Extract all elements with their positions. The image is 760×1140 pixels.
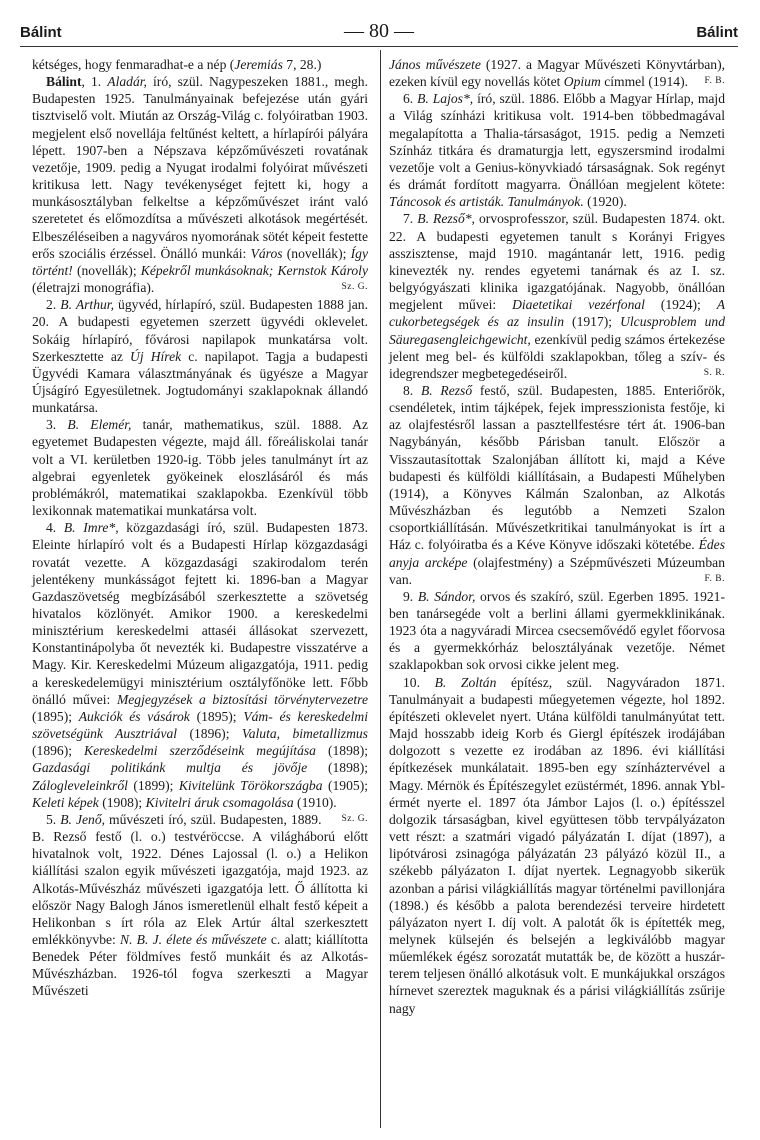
body-text: (1896);	[32, 743, 85, 759]
italic-text: Új Hírek	[130, 348, 182, 364]
body-text: író, szül. Nagypeszeken 1881., megh. Budapesten 1925. Tanulmányainak befejezése után gyári tisztviselő volt. Miután az Ország-Világ c. folyóiratban 1903. megjelent első novellája feltűnést keltett, a hírlapírói pályára lépett. 1907-ben a Népszava képzőművészeti rovatának vezetője, 1909. pedig a Nyugat irodalmi folyóirat művészeti kritikusa lett. Nagy tevékenységet fejtett ki, hogy a munkásosztályban felkeltse a képzőművészet iránt való szeretetet és előmozdítsa a művészeti alkotások megértését. Elbeszéléseiben a nagyváros nyomorának sötét képeit festette erős szociális érzéssel. Önálló munkái:	[32, 74, 368, 261]
body-text: művészeti író, szül. Budapesten, 1889. B. Rezső festő (l. o.) testvéröccse. A világháború előtt hivatalnok volt, 1922. Dénes Lajossal (l. o.) a Helikon kiállítási szalon egyik művészeti igazgatója, majd 1923. az Alkotás-Művészház művészeti igazgatója lett. Ő állította ki először Nagy Balogh János ismeretlenül elhalt festő képeit a Helikonban s írt róla az Elek Artúr által szerkesztett emlékkönyvbe:	[32, 811, 368, 947]
italic-text: Aukciók és vásárok	[78, 708, 190, 724]
body-text: (olajfestmény) a Szépművészeti Múzeumban van.	[389, 554, 725, 587]
body-text: közgazdasági író, szül. Budapesten 1873. Eleinte hírlapíró volt és a Budapesti Hírlap közgazdasági rovatát vezette. A közgazdasági szakirodalom terén jelentékeny munkásságot fejtett ki. 1896-ban a Magyar Gazdaszövetség megbízásából szerkesztette a szövetség hivatalos közlönyét. Amikor 1900. a kereskedelmi minisztérium kereskedelmi attaséi állásokat szervezett, Konstantinápolyba őt nevezték ki. Budapestre visszatérve a Magy. Kir. Kereskedelmi Múzeum aligazgatója, 1911. pedig a kereskedelemügyi minisztérium osztályfőnöke lett. Főbb önálló művei:	[32, 520, 368, 707]
entry-paragraph	[32, 56, 368, 73]
author-signature: F. B.	[704, 573, 725, 584]
italic-text: Így történt!	[32, 245, 368, 278]
header-right-running-head: Bálint	[696, 24, 738, 41]
body-text: (1905);	[322, 777, 368, 793]
entry-paragraph	[32, 416, 368, 519]
italic-text: Ulcusproblem und Säuregasengleichgewicht,	[389, 314, 725, 347]
column-divider	[380, 50, 381, 1128]
body-text: (1895);	[32, 708, 79, 724]
page-header	[20, 20, 738, 48]
italic-text: B. Elemér,	[67, 417, 132, 433]
body-text: építész, szül. Nagyváradon 1871. Tanulmányait a budapesti műegyetemen végezte, hol 1892. építészeti oklevelet nyert. Utána külföldi tanulmányútat tett. Majd hosszabb ideig Korb és Giergl építészek irodájában dolgozott s vezette ez irodában az 1896. évi kiállítási építkezések munkálatait. 1895-ben egy színháztervével a Magy. Mérnök és Építészegylet ezüstérmét, 1896. annak Ybl-érmét nyerte el. 1897 óta Jámbor Lajos (l. o.) építésszel dolgozik társaságban, kivel együttesen több tervpályázaton vett részt: a szatmári vigadó pályázatán I. díjat (1897), a lipótvárosi zsinagóga pályázatán 23 pályázó közül II., a székebb pályázaton I. díjat nyertek. Legnagyobb sikerük azonban a párisi világkiállítás magyar történelmi pavillonjára (1898.) és később a palota berendezési terveire hirdetett pályázaton nyert I. díj volt. A palotát ők is építették meg, melynek külsején és belsején a legkiválóbb magyar műemlékek égész sorozatát mutatták be, de között a huszár-terem teljesen önálló alkotásuk volt. E munkájukkal országos hírnevet szereztek maguknak és a párisi világkiállítás zsűrije nagy	[389, 674, 726, 1016]
italic-text: János művészete	[389, 57, 481, 72]
body-text: (1927. a Magyar Művészeti Könyvtárban), ezeken kívül egy novellás kötet	[389, 57, 725, 90]
author-signature: F. B.	[704, 76, 725, 87]
body-text: (1910).	[293, 794, 337, 810]
body-text: (1899);	[127, 777, 179, 793]
left-column	[32, 56, 368, 1000]
header-rule	[20, 46, 738, 47]
italic-text: Édes anyja arcképe	[389, 537, 725, 570]
italic-text: Táncosok és artisták. Tanulmányok.	[389, 194, 584, 210]
italic-text: A cukorbetegségek és az insulin	[389, 297, 725, 330]
body-text: (1920).	[583, 194, 627, 210]
italic-text: B. Jenő,	[60, 811, 106, 827]
body-text: (1917);	[564, 314, 621, 330]
italic-text: Jeremiás	[234, 57, 283, 72]
body-text: c. napilapot. Tagja a budapesti Ügyvédi Kamara választmányának és ügyésze a Magyar Újságíró Egyesületnek. Jogtudományi szaklapoknak állandó munkatársa.	[32, 348, 368, 416]
body-text: , 1.	[81, 74, 108, 90]
author-signature: S. R.	[703, 367, 725, 378]
italic-text: B. Sándor,	[417, 588, 476, 604]
italic-text: B. Lajos*,	[417, 91, 474, 107]
entry-paragraph	[389, 210, 725, 382]
italic-text: Valuta, bimetallizmus	[241, 726, 368, 742]
body-text: ezenkívül pedig számos értekezése jelent meg bel- és külföldi szaklapokban, tőleg a szív- és idegrendszer megbetegedéseiről.	[389, 331, 725, 381]
italic-text: Gazdasági politikánk multja és jövője	[32, 760, 308, 776]
body-text: (novellák);	[282, 245, 351, 261]
header-left-running-head: Bálint	[20, 24, 62, 41]
body-text: orvos és szakíró, szül. Egerben 1895. 1921-ben tanársegéde volt a berlini állami gyermekklinikának. 1923 óta a nagyváradi Mircea csecsemővédő egylet főorvosa és a gyermekkórház belosztályának vezetője. Német szaklapokban sok orvosi cikke jelent meg.	[389, 588, 726, 673]
author-signature: Sz. G.	[341, 282, 368, 293]
body-text: 7, 28.)	[282, 57, 322, 72]
italic-text: Kereskedelmi szerződéseink megújítása	[84, 743, 316, 759]
body-text: festő, szül. Budapesten, 1885. Enteriőrök, csendéletek, intim tájképek, fejek impresszionista festője, ki az olajfestésről lassan a pasztellfestésre tért át. 1906-ban Nagybányán, később Párisban tanult. Először a Visszautasítottak Szalonjában állított ki, majd a Kéve budapesti és külföldi kiállításain, a Budapesti Műhelyben (1914), a Könyves Kálmán Szalonban, az Alkotás Művészházban és legutóbb a Nemzeti Szalon csoportkiállításán. Művészetkritikai tanulmányokat is írt a Ház c. folyóiratba és a Kéve Könyve időszaki kötetébe.	[389, 382, 725, 553]
italic-text: Opium	[563, 74, 601, 90]
italic-text: Kivitelri áruk csomagolása	[145, 794, 294, 810]
entry-paragraph	[32, 296, 368, 416]
body-text: 8.	[403, 382, 421, 398]
entry-paragraph	[389, 588, 725, 674]
body-text: tanár, mathematikus, szül. 1888. Az egyetemet Budapesten végezte, majd áll. főreáliskolai tanár volt a VI. kerületben 1920-ig. Több jeles tanulmányt írt az algebrai egyenletek gyökeinek eloszlásáról és más problémákról, matematikai szaklapokba. Ezenkívül több lexikonnak matematikai munkatársa volt.	[32, 417, 369, 519]
italic-text: Képekről munkásoknak; Kernstok Károly	[140, 262, 368, 278]
body-text: 3.	[46, 417, 68, 433]
italic-text: Zálogleveleinkről	[32, 777, 128, 793]
italic-text: Megjegyzések a biztosítási törvénytervezetre	[116, 691, 368, 707]
italic-text: B. Imre*,	[63, 520, 119, 536]
body-text: 6.	[403, 91, 418, 107]
body-text: (1898);	[307, 760, 368, 776]
body-text: kétséges, hogy fenmaradhat-e a nép (	[32, 57, 235, 72]
italic-text: Kivitelünk Törökországba	[178, 777, 323, 793]
italic-text: Vám- és kereskedelmi szövetségünk Ausztriával	[32, 708, 368, 742]
entry-paragraph	[389, 56, 725, 90]
body-text: 7.	[403, 211, 418, 227]
italic-text: B. Arthur,	[60, 297, 114, 313]
body-text: 10.	[403, 674, 435, 690]
body-text: 4.	[46, 520, 64, 536]
author-signature: Sz. G.	[341, 813, 368, 824]
entry-paragraph	[389, 674, 725, 1017]
italic-text: B. Rezső*,	[417, 211, 475, 227]
entry-paragraph	[32, 811, 368, 1000]
italic-text: B. Rezső	[420, 382, 473, 398]
body-text: 5.	[46, 811, 61, 827]
body-text: (életrajzi monográfia).	[32, 280, 155, 296]
body-text: (1896);	[177, 726, 242, 742]
body-text: (1908);	[98, 794, 146, 810]
body-text: c. alatt; kiállította Benedek Péter földmíves festő munkáit és az Alkotás-Művészházban. 1926-tól fogva szerkeszti a Magyar Művészeti	[32, 931, 368, 999]
body-text: (1898);	[315, 743, 369, 759]
body-text: (novellák);	[72, 262, 141, 278]
body-text: (1924);	[644, 297, 717, 313]
right-column	[389, 56, 725, 1017]
entry-paragraph	[32, 73, 368, 296]
body-text: 2.	[46, 297, 61, 313]
body-text: orvosprofesszor, szül. Budapesten 1874. okt. 22. A budapesti egyetemen tanult s Korányi Frigyes asszisztense, majd 1910. magántanár lett, 1916. pedig kinevezték ny. rendes egyetemi tanárnak és az I. sz. belgyógyászati klinika igazgatójának. Nagyobb, önállóan megjelent művei:	[389, 211, 726, 313]
body-text: (1895);	[189, 708, 244, 724]
body-text: író, szül. 1886. Előbb a Magyar Hírlap, majd a Világ színházi kritikusa volt. 1914-ben többedmagával megalapította a Thalia-társaságot, 1915. pedig a Nemzeti Színház titkára és dramaturgja lett, egyszersmind irodalmi vezetője volt a Genius-könyvkiadó társaságnak. Sok regényt és drámát fordított magyarra. Önállóan megjelent kötete:	[389, 91, 726, 193]
entry-headword: Bálint	[46, 74, 82, 90]
italic-text: Város	[250, 245, 283, 261]
body-text: ügyvéd, hírlapíró, szül. Budapesten 1888 jan. 20. A budapesti egyetemen szerzett ügyvédi oklevelet. Sokáig hírlapíró, fővárosi napilapok munkatársa volt. Szerkesztette az	[32, 297, 368, 364]
page-number: — 80 —	[344, 20, 414, 42]
body-text: 9.	[403, 588, 418, 604]
entry-paragraph	[389, 90, 725, 210]
italic-text: Keleti képek	[32, 794, 99, 810]
body-text: címmel (1914).	[600, 74, 689, 90]
italic-text: Aladár,	[107, 74, 147, 90]
italic-text: B. Zoltán	[434, 674, 497, 690]
italic-text: N. B. J. élete és művészete	[120, 931, 267, 947]
entry-paragraph	[389, 382, 725, 588]
italic-text: Diaetetikai vezérfonal	[512, 297, 645, 313]
